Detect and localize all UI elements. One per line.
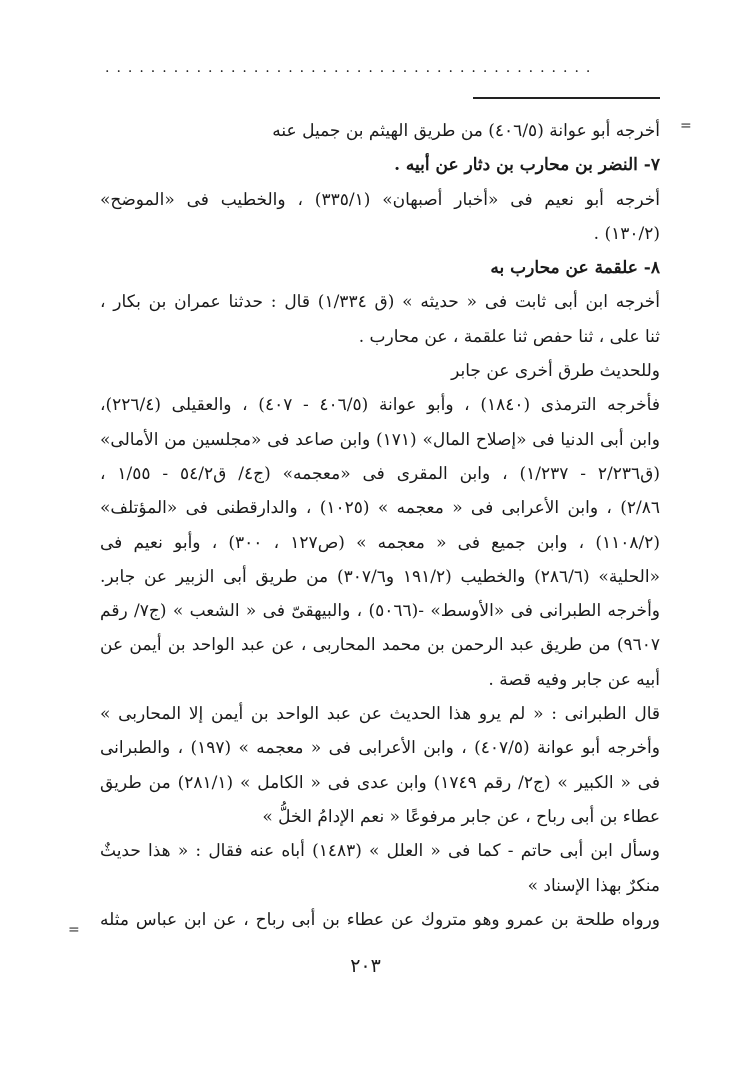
text-line: قال الطبرانى : « لم يرو هذا الحديث عن عبد الواحد بن أيمن إلا المحاربى »: [100, 704, 660, 725]
text-line: منكرٌ بهذا الإسناد »: [527, 875, 660, 896]
text-line: ثنا على ، ثنا حفص ثنا علقمة ، عن محارب .: [358, 326, 660, 347]
section-heading: ٨- علقمة عن محارب به: [490, 258, 660, 279]
text-line: «الحلية» (٢٨٦/٦) والخطيب (١٩١/٢ و٣٠٧/٦) من طريق أبى الزبير عن جابر.: [100, 566, 660, 587]
text-line: (١٣٠/٢) .: [593, 223, 660, 244]
page-number: ٢٠٣: [350, 955, 381, 977]
text-line: ٩٦٠٧) من طريق عبد الرحمن بن محمد المحاربى ، عن عبد الواحد بن أيمن عن: [100, 635, 660, 656]
text-line: (١١٠٨/٢) ، وابن جميع فى « معجمه » (ص١٢٧ ، ٣٠٠) ، وأبو نعيم فى: [100, 532, 660, 553]
header-rule: [473, 97, 660, 99]
dotted-separator: ...........................................: [105, 60, 598, 76]
margin-mark-top: =: [680, 118, 692, 134]
text-line: أخرجه أبو عوانة (٤٠٦/٥) من طريق الهيثم بن جميل عنه: [272, 121, 660, 141]
text-line: أخرجه أبو نعيم فى «أخبار أصبهان» (٣٣٥/١) ، والخطيب فى «الموضح»: [100, 189, 660, 210]
text-line: وسأل ابن أبى حاتم - كما فى « العلل » (١٤٨٣) أباه عنه فقال : « هذا حديثٌ: [100, 841, 660, 862]
page-body: [100, 114, 660, 937]
text-line: وأخرجه الطبرانى فى «الأوسط» -(٥٠٦٦) ، والبيهقىّ فى « الشعب » (ج٧/ رقم: [100, 601, 660, 622]
text-line: وابن أبى الدنيا فى «إصلاح المال» (١٧١) وابن صاعد فى «مجلسين من الأمالى»: [100, 429, 660, 450]
margin-mark-bottom: =: [68, 922, 80, 938]
text-line: أخرجه ابن أبى ثابت فى « حديثه » (ق ١/٣٣٤) قال : حدثنا عمران بن بكار ،: [100, 292, 660, 313]
section-heading: ٧- النضر بن محارب بن دثار عن أبيه .: [394, 155, 660, 176]
text-line: أبيه عن جابر وفيه قصة .: [488, 669, 660, 690]
text-line: (ق٢/٢٣٦ - ١/٢٣٧) ، وابن المقرى فى «معجمه» (ج٤/ ق٥٤/٢ - ١/٥٥ ،: [100, 463, 660, 484]
text-line: فى « الكبير » (ج٢/ رقم ١٧٤٩) وابن عدى فى « الكامل » (٢٨١/١) من طريق: [100, 772, 660, 793]
text-line: فأخرجه الترمذى (١٨٤٠) ، وأبو عوانة (٤٠٦/٥ - ٤٠٧) ، والعقيلى (٢٢٦/٤)،: [100, 395, 660, 416]
text-line: ٢/٨٦) ، وابن الأعرابى فى « معجمه » (١٠٢٥) ، والدارقطنى فى «المؤتلف»: [100, 498, 660, 519]
text-line: ورواه طلحة بن عمرو وهو متروك عن عطاء بن أبى رباح ، عن ابن عباس مثله: [100, 909, 660, 930]
text-line: وأخرجه أبو عوانة (٤٠٧/٥) ، وابن الأعرابى فى « معجمه » (١٩٧) ، والطبرانى: [100, 738, 660, 759]
text-line: عطاء بن أبى رباح ، عن جابر مرفوعًا « نعم الإدامُ الخلُّ »: [262, 806, 660, 827]
text-line: وللحديث طرق أخرى عن جابر: [451, 361, 660, 382]
